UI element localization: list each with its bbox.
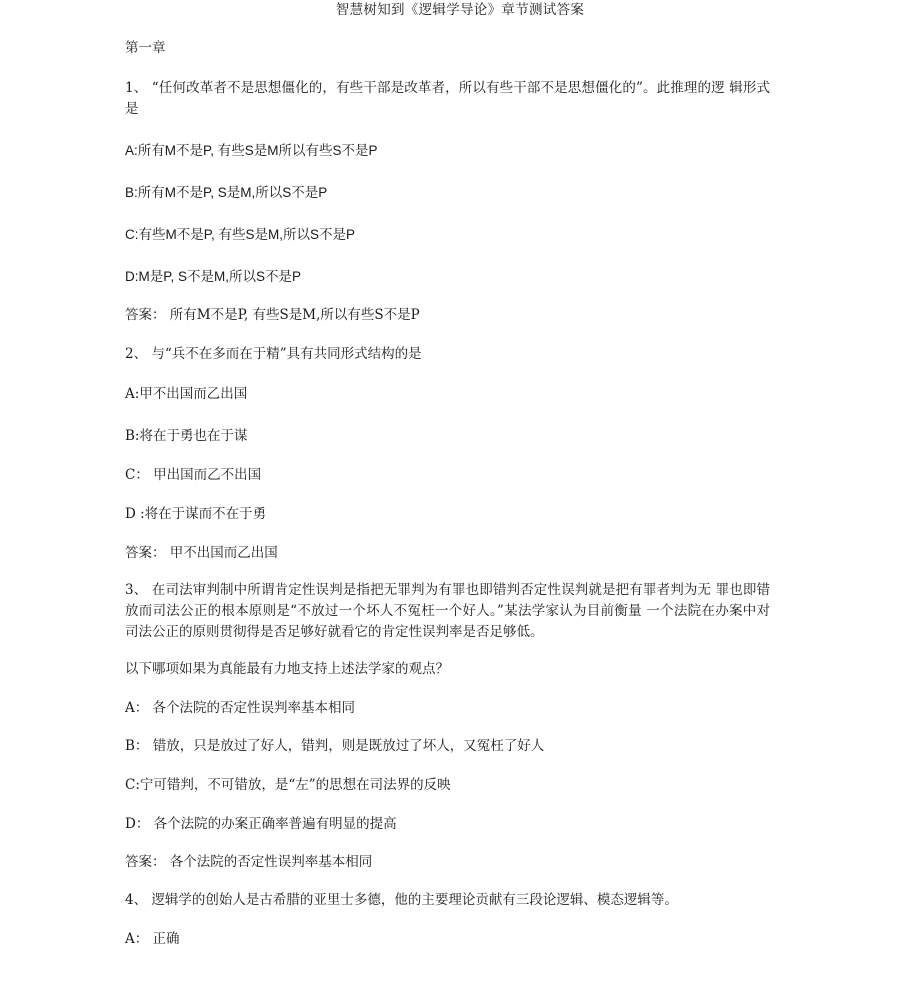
question-4-option-a: A： 正确 [125, 931, 180, 947]
question-2-option-a: A:甲不出国而乙出国 [125, 386, 248, 402]
question-2-option-c: C： 甲出国而乙不出国 [125, 467, 262, 483]
question-3-answer: 答案： 各个法院的否定性误判率基本相同 [125, 854, 373, 870]
question-1-option-c: C:有些M不是P, 有些S是M,所以S不是P [125, 227, 356, 242]
question-1-stem: 1、 “任何改革者不是思想僵化的，有些干部是改革者，所以有些干部不是思想僵化的”。此推理的逻 辑形式是 [125, 80, 770, 117]
page-title: 智慧树知到《逻辑学导论》章节测试答案 [335, 2, 585, 18]
question-1-answer: 答案： 所有M不是P, 有些S是M,所以有些S不是P [125, 307, 420, 323]
question-2-option-d: D :将在于谋而不在于勇 [125, 506, 267, 522]
question-3-option-d: D： 各个法院的办案正确率普遍有明显的提高 [125, 816, 397, 832]
question-2-option-b: B:将在于勇也在于谋 [125, 428, 248, 444]
chapter-heading: 第一章 [125, 40, 166, 56]
question-3-stem: 3、 在司法审判制中所谓肯定性误判是指把无罪判为有罪也即错判否定性误判就是把有罪者判为无 罪也即错放而司法公正的根本原则是“不放过一个坏人不冤枉一个好人。”某法学家认为目前衡量 一个法院在办案中对司法公正的原则贯彻得是否足够好就看它的肯定性误判率是否足够低。 [125, 582, 770, 640]
question-3-option-b: B： 错放，只是放过了好人，错判，则是既放过了坏人，又冤枉了好人 [125, 738, 545, 754]
question-3-option-c: C:宁可错判，不可错放，是“左”的思想在司法界的反映 [125, 777, 451, 793]
question-1-option-a: A:所有M不是P, 有些S是M所以有些S不是P [125, 143, 378, 158]
question-3-option-a: A： 各个法院的否定性误判率基本相同 [125, 700, 356, 716]
question-2-stem: 2、 与“兵不在多而在于精”具有共同形式结构的是 [125, 346, 422, 362]
question-1-option-b: B:所有M不是P, S是M,所以S不是P [125, 185, 328, 200]
question-2-answer: 答案： 甲不出国而乙出国 [125, 545, 278, 561]
question-4-stem: 4、 逻辑学的创始人是古希腊的亚里士多德，他的主要理论贡献有三段论逻辑、模态逻辑等。 [125, 892, 678, 908]
question-3-prompt: 以下哪项如果为真能最有力地支持上述法学家的观点？ [125, 661, 449, 677]
question-1-option-d: D:M是P, S不是M,所以S不是P [125, 269, 302, 284]
